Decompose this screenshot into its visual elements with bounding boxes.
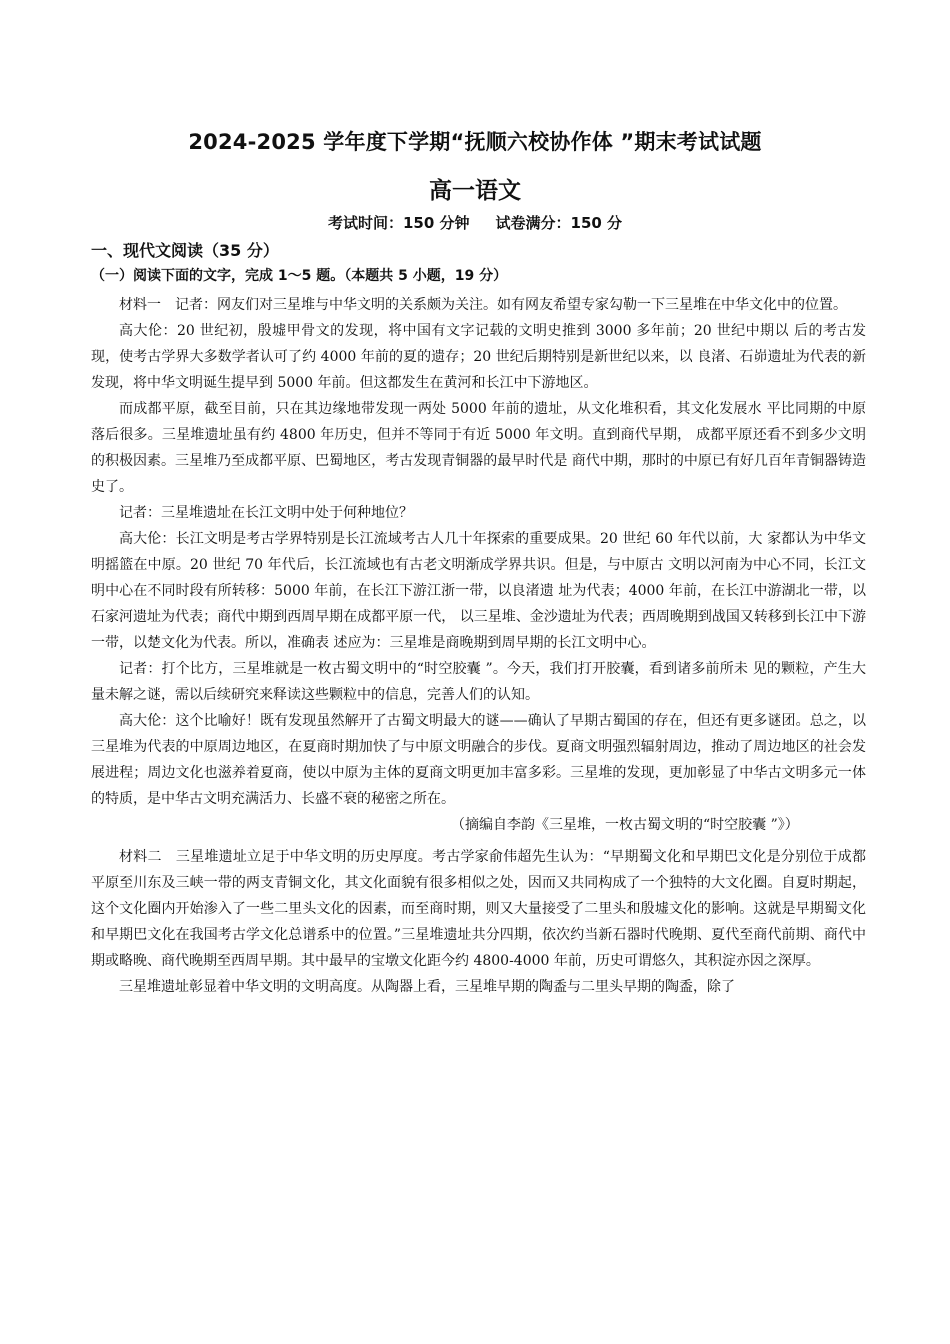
- reading-passage: [91, 292, 866, 1000]
- exam-info: [0, 212, 950, 233]
- paragraph: 记者：三星堆遗址在长江文明中处于何种地位？: [119, 505, 413, 521]
- exam-title: 2024-2025 学年度下学期“抚顺六校协作体 ”期末考试试题: [188, 130, 762, 154]
- paragraph: 三星堆遗址彰显着中华文明的文明高度。从陶器上看，三星堆早期的陶盉与二里头早期的陶盉，除了: [119, 979, 735, 995]
- paragraph: 材料一 记者：网友们对三星堆与中华文明的关系颇为关注。如有网友希望专家勾勒一下三星堆在中华文化中的位置。: [119, 297, 847, 313]
- full-score: 试卷满分：150 分: [495, 214, 623, 232]
- paragraph: 材料二 三星堆遗址立足于中华文明的历史厚度。考古学家俞伟超先生认为：“早期蜀文化和早期巴文化是分别位于成都平原至川东及三峡一带的两支青铜文化，其文化面貌有很多相似之处，因而又共同构成了一个独特的大文化圈。自夏时期起，这个文化圈内开始渗入了一些二里头文化的因素，而至商时期，则又大量接受了二里头和殷墟文化的影响。这就是早期蜀文化和早期巴文化在我国考古学文化总谱系中的位置。”三星堆遗址共分四期，依次约当新石器时代晚期、夏代至商代前期、商代中期或略晚、商代晚期至西周早期。其中最早的宝墩文化距今约 4800-4000 年前，历史可谓悠久，其积淀亦因之深厚。: [91, 849, 866, 969]
- paragraph: 高大伦：20 世纪初，殷墟甲骨文的发现，将中国有文字记载的文明史推到 3000 多年前；20 世纪中期以 后的考古发现，使考古学界大多数学者认可了约 4000 年前的夏的遗存；20 世纪后期特别是新世纪以来，以 良渚、石峁遗址为代表的新发现，将中华文明诞生提早到 5000 年前。但这都发生在黄河和长江中下游地区。: [91, 323, 866, 391]
- paragraph: 而成都平原，截至目前，只在其边缘地带发现一两处 5000 年前的遗址，从文化堆积看，其文化发展水 平比同期的中原落后很多。三星堆遗址虽有约 4800 年历史，但并不等同于有近 5000 年文明。直到商代早期， 成都平原还看不到多少文明的积极因素。三星堆乃至成都平原、巴蜀地区，考古发现青铜器的最早时代是 商代中期，那时的中原已有好几百年青铜器铸造史了。: [91, 401, 866, 495]
- exam-time: 考试时间：150 分钟: [327, 214, 470, 232]
- citation: （摘编自李韵《三星堆，一枚古蜀文明的“时空胶囊 ”》）: [451, 817, 799, 833]
- paragraph: 高大伦：这个比喻好！既有发现虽然解开了古蜀文明最大的谜——确认了早期古蜀国的存在，但还有更多谜团。总之，以三星堆为代表的中原周边地区，在夏商时期加快了与中原文明融合的步伐。夏商文明强烈辐射周边，推动了周边地区的社会发展进程；周边文化也滋养着夏商，使以中原为主体的夏商文明更加丰富多彩。三星堆的发现，更加彰显了中华古文明多元一体的特质，是中华古文明充满活力、长盛不衰的秘密之所在。: [91, 713, 866, 807]
- subject-title: 高一语文: [429, 178, 521, 204]
- subsection-heading: （一）阅读下面的文字，完成 1～5 题。（本题共 5 小题，19 分）: [91, 268, 508, 284]
- paragraph: 高大伦：长江文明是考古学界特别是长江流域考古人几十年探索的重要成果。20 世纪 60 年代以前，大 家都认为中华文明摇篮在中原。20 世纪 70 年代后，长江流域也有古老文明渐成学界共识。但是，与中原古 文明以河南为中心不同，长江文明中心在不同时段有所转移：5000 年前，在长江下游江浙一带，以良渚遗 址为代表；4000 年前，在长江中游湖北一带，以石家河遗址为代表；商代中期到西周早期在成都平原一代， 以三星堆、金沙遗址为代表；西周晚期到战国又转移到长江中下游一带，以楚文化为代表。所以，准确表 述应为：三星堆是商晚期到周早期的长江文明中心。: [91, 531, 866, 651]
- section-heading: 一、现代文阅读（35 分）: [91, 241, 279, 260]
- paragraph: 记者：打个比方，三星堆就是一枚古蜀文明中的“时空胶囊 ”。今天，我们打开胶囊，看到诸多前所未 见的颗粒，产生大量未解之谜，需以后续研究来释读这些颗粒中的信息，完善人们的认知。: [91, 661, 866, 703]
